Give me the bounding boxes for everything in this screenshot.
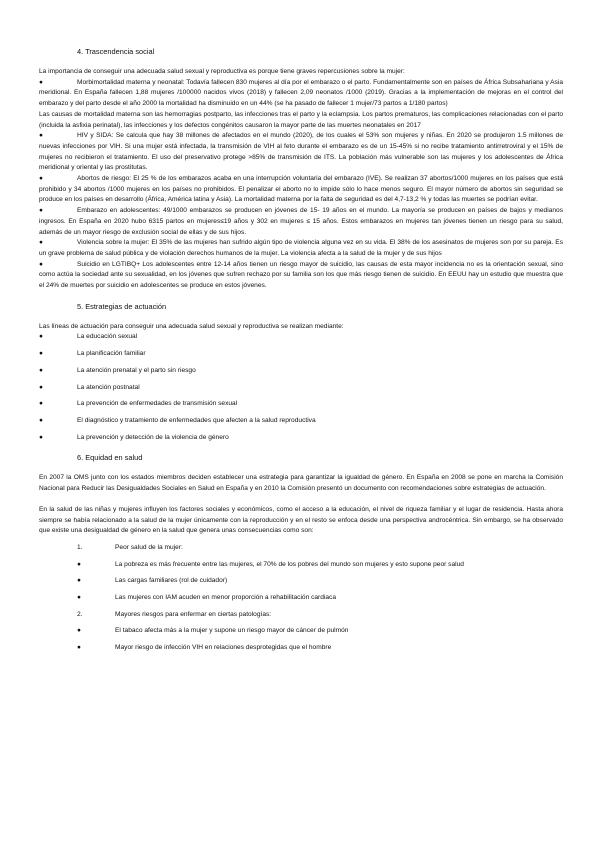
document-body — [39, 47, 563, 654]
bullet-hiv: ● HIV y SIDA: Se calcula que hay 38 millones de afectados en el mundo (2020), de los cuales el 53% son mujeres y niñas. En 2020 se produjeron 1.5 millones de nuevas infecciones por VIH. Si una mujer está infectada, la transmisión de VIH al feto durante el embarazo es de un 15-45% si no recibe tratamiento antirretroviral y el 15% de mujeres no recibieron el tratamiento. El uso del preservativo protege >85% de transmisión de ITS. La población más vulnerable son las mujeres y los adolescentes de África meridional y oriental y las prostitutas. — [39, 132, 563, 172]
bullet-abortos: ● Abortos de riesgo: El 25 % de los embarazos acaba en una interrupción voluntaria del embarazo (IVE). Se realizan 37 abortos/1000 mujeres en los países que está prohibido y 34 abortos /1000 mujeres en los países no prohibidos. El penalizar el aborto no lo impide sólo lo hace menos seguro. El mayor número de abortos sin seguridad se produce en los países en desarrollo (África, América latina y Asia). La mortalidad materna por la falta de seguridad es del 4,7-13,2 % y todas las muertes se podrían evitar. — [39, 175, 563, 204]
paragraph-oms: En 2007 la OMS junto con los estados miembros deciden establecer una estrategia para garantizar la igualdad de género. En España en 2008 se pone en marcha la Comisión Nacional para Reducir las Desigualdades Sociales en Salud en España y en 2010 la Comisión presentó un documento con recomendaciones sobre estrategias de actuación. — [39, 474, 563, 493]
bullet-icon: ● — [77, 560, 81, 568]
list-item: ● La atención postnatal — [39, 383, 563, 394]
bullet-icon: ● — [39, 175, 43, 183]
bullet-violencia: ● Violencia sobre la mujer: El 35% de las mujeres han sufrido algún tipo de violencia alguna vez en su vida. El 38% de los asesinatos de mujeres son por su pareja. Es un grave problema de salud pública y de violación derechos humanos de la mujer. La violencia afecta a la salud de la mujer y de sus hijos — [39, 239, 563, 257]
section-heading-equidad: 6. Equidad en salud — [77, 453, 143, 463]
list-item: ● La prevención y detección de la violencia de género — [39, 433, 563, 444]
list-item: ● La pobreza es más frecuente entre las mujeres, el 70% de los pobres del mundo son mujeres y esto supone peor salud — [77, 560, 563, 571]
bullet-icon: ● — [39, 260, 43, 268]
bullet-icon: ● — [39, 433, 43, 441]
bullet-embarazo: ● Embarazo en adolescentes: 49/1000 embarazos se producen en jóvenes de 15- 19 años en el mundo. La mayoría se producen en países de bajos y medianos ingresos. En España en 2020 hubo 6315 partos en mujeres≤19 años y 302 en mujeres ≤ 15 años. Estos embarazos en mujeres tan jóvenes tienen un riesgo para su salud, además de un mayor riesgo de exclusión social de ellas y de sus hijos. — [39, 207, 563, 236]
numbered-item-1: 1. Peor salud de la mujer: — [77, 543, 183, 551]
bullet-icon: ● — [39, 383, 43, 391]
list-item: ● La atención prenatal y el parto sin riesgo — [39, 366, 563, 377]
bullet-icon: ● — [39, 400, 43, 408]
bullet-icon: ● — [39, 366, 43, 374]
paragraph-causas: Las causas de mortalidad materna son las hemorragias postparto, las infecciones tras el parto y la eclampsia. Los partos prematuros, las complicaciones relacionadas con el parto (incluida la asfixia perinatal), las infecciones y los defectos congénitos causaron la mayor parte de las muertes neonatales en 2017 — [39, 110, 563, 129]
list-item: ● La planificación familiar — [39, 349, 563, 360]
bullet-icon: ● — [39, 333, 43, 341]
bullet-morbimortalidad: ● Morbimortalidad materna y neonatal: Todavía fallecen 830 mujeres al día por el embarazo o el parto. Fundamentalmente son en países de África Subsahariana y Asia meridional. En España fallecen 1,88 mujeres /100000 nacidos vivos (2018) y fallecen 2,09 neonatos /1000 (2019). Gracias a la implementación de mejoras en el control del embarazo y del parto desde el año 2000 la mortalidad ha disminuido en un 44% (se ha pasado de fallecer 1 mujer/73 partos a 1/180 partos) — [39, 78, 563, 108]
bullet-icon: ● — [39, 78, 43, 86]
list-item: ● La educación sexual — [39, 332, 563, 343]
bullet-icon: ● — [77, 577, 81, 585]
bullet-icon: ● — [77, 644, 81, 652]
list-item: ● Las cargas familiares (rol de cuidador) — [77, 576, 563, 587]
section-heading-trascendencia: 4. Trascendencia social — [77, 47, 155, 56]
bullet-icon: ● — [77, 627, 81, 635]
bullet-icon: ● — [77, 594, 81, 602]
list-item: ● Mayor riesgo de infección VIH en relaciones desprotegidas que el hombre — [77, 643, 563, 654]
list-item: ● El diagnóstico y tratamiento de enfermedades que afecten a la salud reproductiva — [39, 416, 563, 427]
section-heading-estrategias: 5. Estrategias de actuación — [77, 301, 167, 311]
bullet-icon: ● — [39, 416, 43, 424]
bullet-icon: ● — [39, 207, 43, 215]
bullet-icon: ● — [39, 132, 43, 140]
numbered-item-2: 2. Mayores riesgos para enfermar en ciertas patologías: — [77, 610, 272, 618]
list-item: ● El tabaco afecta más a la mujer y supone un riesgo mayor de cáncer de pulmón — [77, 626, 563, 637]
paragraph-lineas: Las líneas de actuación para conseguir una adecuada salud sexual y reproductiva se realizan mediante: — [39, 322, 344, 330]
list-item: ● Las mujeres con IAM acuden en menor proporción a rehabilitación cardiaca — [77, 593, 563, 604]
list-item: ● La prevención de enfermedades de transmisión sexual — [39, 399, 563, 410]
numbered-list — [39, 543, 563, 654]
paragraph-factores: En la salud de las niñas y mujeres influyen los factores sociales y económicos, como el acceso a la educación, el nivel de riqueza familiar y el lugar de residencia. Hasta ahora siempre se había relacionado a la salud de la mujer únicamente con la reproducción y en el resto se enfoca desde una perspectiva androcéntrica. Sin embargo, se ha observado que existe una desigualdad de género en la salud que genera unas consecuencias como son: — [39, 505, 563, 535]
paragraph-intro: La importancia de conseguir una adecuada salud sexual y reproductiva es porque tiene graves repercusiones sobre la mujer: — [39, 68, 405, 75]
bullet-suicidio: ● Suicidio en LGTIBQ+ Los adolescentes entre 12-14 años tienen un riesgo mayor de suicidio, las causas de esta mayor incidencia no es la orientación sexual, sino como actúa la sociedad ante su sexualidad, en los jóvenes que sufren rechazo por su familia son los que más riesgo tienen de suicidio. En EEUU hay un estudio que muestra que el 24% de muertes por suicidio en adolescentes se produce en estos jóvenes. — [39, 260, 563, 290]
bullet-icon: ● — [39, 239, 43, 247]
bullet-icon: ● — [39, 350, 43, 358]
